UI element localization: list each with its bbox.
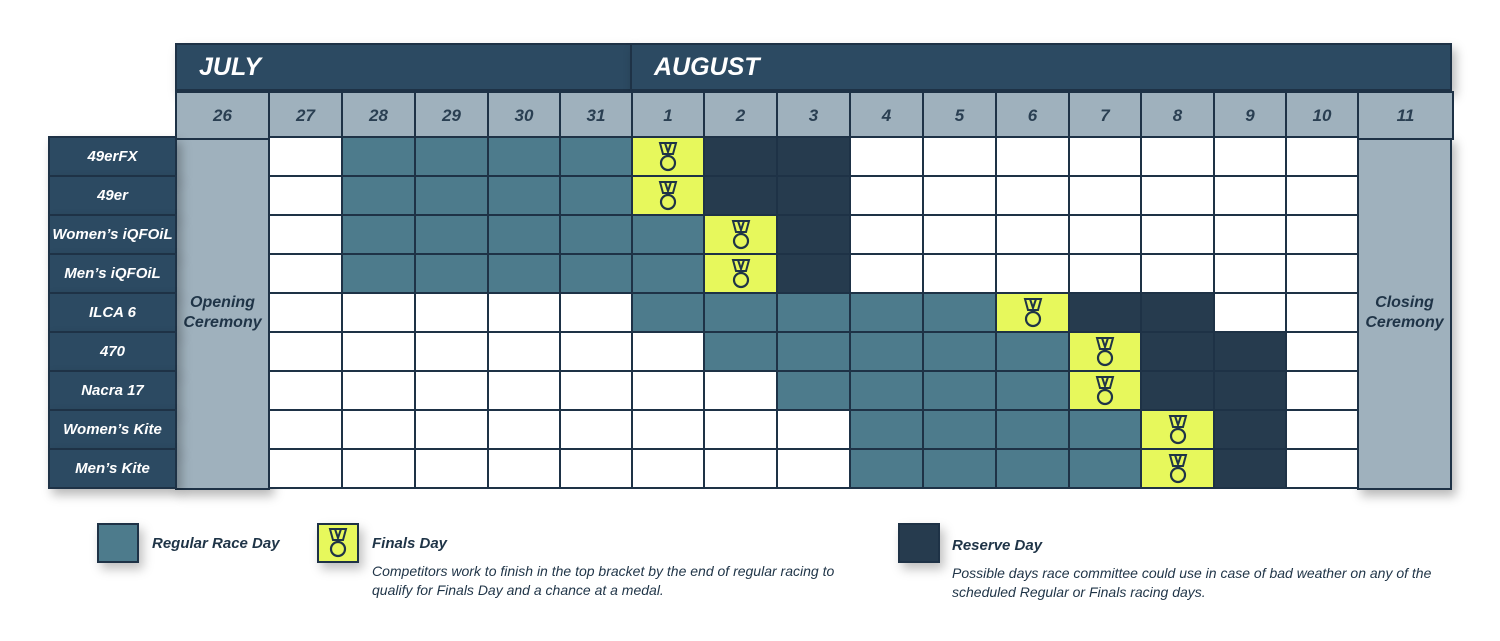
finals-day-cell xyxy=(1140,448,1215,489)
empty-day-cell xyxy=(487,331,561,372)
empty-day-cell xyxy=(1213,136,1287,177)
empty-day-cell xyxy=(268,175,343,216)
regular-race-day-cell xyxy=(1068,448,1142,489)
legend-reserve-title: Reserve Day xyxy=(952,537,1043,554)
legend-reserve-desc: Possible days race committee could use in case of bad weather on any of the scheduled Regular or Finals racing days. xyxy=(952,565,1432,600)
regular-race-day-cell xyxy=(414,136,489,177)
empty-day-cell xyxy=(1213,253,1287,294)
reserve-day-cell xyxy=(1213,448,1287,489)
regular-race-day-cell xyxy=(995,370,1070,411)
day-header-label: 3 xyxy=(808,105,819,125)
event-label xyxy=(48,214,177,255)
empty-day-cell xyxy=(1068,253,1142,294)
empty-day-cell xyxy=(631,409,705,450)
day-header-4 xyxy=(849,91,924,140)
reserve-day-cell xyxy=(776,214,851,255)
regular-race-day-cell xyxy=(487,214,561,255)
empty-day-cell xyxy=(559,331,633,372)
empty-day-cell xyxy=(268,214,343,255)
empty-day-cell xyxy=(1140,253,1215,294)
day-header-31 xyxy=(559,91,633,140)
empty-day-cell xyxy=(995,214,1070,255)
empty-day-cell xyxy=(341,409,416,450)
empty-day-cell xyxy=(559,409,633,450)
day-header-8 xyxy=(1140,91,1215,140)
empty-day-cell xyxy=(995,253,1070,294)
event-label xyxy=(48,292,177,333)
medal-icon xyxy=(1021,297,1045,329)
event-label xyxy=(48,448,177,489)
day-header-label: 6 xyxy=(1027,105,1038,125)
opening-ceremony-label: Opening Ceremony xyxy=(183,294,262,331)
day-header-3 xyxy=(776,91,851,140)
regular-race-day-cell xyxy=(849,331,924,372)
empty-day-cell xyxy=(922,214,997,255)
event-label xyxy=(48,331,177,372)
regular-race-day-cell xyxy=(922,370,997,411)
empty-day-cell xyxy=(1140,175,1215,216)
empty-day-cell xyxy=(631,448,705,489)
regular-race-day-cell xyxy=(1068,409,1142,450)
empty-day-cell xyxy=(703,409,778,450)
reserve-day-cell xyxy=(703,175,778,216)
regular-race-day-cell xyxy=(414,253,489,294)
empty-day-cell xyxy=(341,370,416,411)
day-header-27 xyxy=(268,91,343,140)
empty-day-cell xyxy=(487,409,561,450)
legend-reserve-swatch xyxy=(898,523,940,563)
regular-race-day-cell xyxy=(631,214,705,255)
day-header-28 xyxy=(341,91,416,140)
reserve-day-cell xyxy=(1213,409,1287,450)
legend-regular-swatch xyxy=(97,523,139,563)
day-header-label: 29 xyxy=(442,105,461,125)
empty-day-cell xyxy=(559,448,633,489)
day-header-9 xyxy=(1213,91,1287,140)
empty-day-cell xyxy=(1285,409,1359,450)
regular-race-day-cell xyxy=(849,370,924,411)
regular-race-day-cell xyxy=(995,331,1070,372)
finals-day-cell xyxy=(1140,409,1215,450)
empty-day-cell xyxy=(849,253,924,294)
event-label-text: Men’s iQFOiL xyxy=(64,265,161,282)
day-header-label: 26 xyxy=(213,105,232,125)
day-header-label: 1 xyxy=(663,105,673,125)
event-label-text: 49er xyxy=(97,187,128,204)
month-july-label: JULY xyxy=(199,52,262,81)
regular-race-day-cell xyxy=(995,448,1070,489)
day-header-29 xyxy=(414,91,489,140)
regular-race-day-cell xyxy=(341,136,416,177)
event-label-text: ILCA 6 xyxy=(89,304,136,321)
regular-race-day-cell xyxy=(922,331,997,372)
reserve-day-cell xyxy=(1140,331,1215,372)
empty-day-cell xyxy=(631,370,705,411)
day-header-10 xyxy=(1285,91,1359,140)
reserve-day-cell xyxy=(776,175,851,216)
empty-day-cell xyxy=(268,448,343,489)
day-header-2 xyxy=(703,91,778,140)
regular-race-day-cell xyxy=(776,292,851,333)
empty-day-cell xyxy=(268,331,343,372)
empty-day-cell xyxy=(487,292,561,333)
event-label xyxy=(48,370,177,411)
empty-day-cell xyxy=(1285,370,1359,411)
day-header-label: 31 xyxy=(586,105,606,125)
regular-race-day-cell xyxy=(559,214,633,255)
empty-day-cell xyxy=(776,409,851,450)
empty-day-cell xyxy=(559,292,633,333)
regular-race-day-cell xyxy=(487,253,561,294)
finals-day-cell xyxy=(631,175,705,216)
empty-day-cell xyxy=(414,292,489,333)
regular-race-day-cell xyxy=(559,253,633,294)
reserve-day-cell xyxy=(776,136,851,177)
regular-race-day-cell xyxy=(849,409,924,450)
empty-day-cell xyxy=(1213,292,1287,333)
finals-day-cell xyxy=(631,136,705,177)
empty-day-cell xyxy=(1213,214,1287,255)
month-august-label: AUGUST xyxy=(654,52,760,81)
medal-icon xyxy=(729,258,753,290)
empty-day-cell xyxy=(559,370,633,411)
medal-icon xyxy=(326,527,350,559)
regular-race-day-cell xyxy=(849,292,924,333)
regular-race-day-cell xyxy=(559,136,633,177)
day-header-label: 28 xyxy=(369,105,388,125)
medal-icon xyxy=(1166,414,1190,446)
medal-icon xyxy=(729,219,753,251)
empty-day-cell xyxy=(703,448,778,489)
regular-race-day-cell xyxy=(922,448,997,489)
day-header-label: 2 xyxy=(735,105,746,125)
day-header-26 xyxy=(175,91,270,140)
empty-day-cell xyxy=(922,136,997,177)
regular-race-day-cell xyxy=(995,409,1070,450)
day-header-label: 10 xyxy=(1312,105,1332,125)
closing-ceremony-label: Closing Ceremony xyxy=(1365,294,1444,331)
empty-day-cell xyxy=(1068,214,1142,255)
medal-icon xyxy=(1093,375,1117,407)
empty-day-cell xyxy=(631,331,705,372)
legend-finals-desc: Competitors work to finish in the top bracket by the end of regular racing to qualify for Finals Day and a chance at a medal. xyxy=(372,563,835,598)
legend-regular-title: Regular Race Day xyxy=(152,535,280,552)
event-label-text: Women’s iQFOiL xyxy=(52,226,173,243)
empty-day-cell xyxy=(1285,214,1359,255)
empty-day-cell xyxy=(341,331,416,372)
empty-day-cell xyxy=(268,370,343,411)
regular-race-day-cell xyxy=(341,175,416,216)
empty-day-cell xyxy=(1068,136,1142,177)
finals-day-cell xyxy=(703,214,778,255)
reserve-day-cell xyxy=(1213,331,1287,372)
event-label-text: 49erFX xyxy=(87,148,138,165)
reserve-day-cell xyxy=(1213,370,1287,411)
empty-day-cell xyxy=(995,175,1070,216)
empty-day-cell xyxy=(487,370,561,411)
empty-day-cell xyxy=(1140,136,1215,177)
empty-day-cell xyxy=(268,253,343,294)
closing-ceremony xyxy=(1357,136,1452,490)
regular-race-day-cell xyxy=(487,175,561,216)
empty-day-cell xyxy=(703,370,778,411)
finals-day-cell xyxy=(703,253,778,294)
legend-finals-title: Finals Day xyxy=(372,535,448,552)
day-header-label: 9 xyxy=(1245,105,1255,125)
empty-day-cell xyxy=(849,175,924,216)
medal-icon xyxy=(1093,336,1117,368)
regular-race-day-cell xyxy=(341,214,416,255)
day-header-label: 30 xyxy=(514,105,534,125)
empty-day-cell xyxy=(341,292,416,333)
reserve-day-cell xyxy=(1140,370,1215,411)
empty-day-cell xyxy=(995,136,1070,177)
medal-icon xyxy=(656,141,680,173)
event-label xyxy=(48,253,177,294)
day-header-label: 7 xyxy=(1100,105,1110,125)
day-header-7 xyxy=(1068,91,1142,140)
empty-day-cell xyxy=(849,214,924,255)
empty-day-cell xyxy=(922,253,997,294)
medal-icon xyxy=(1166,453,1190,485)
regular-race-day-cell xyxy=(631,253,705,294)
regular-race-day-cell xyxy=(922,292,997,333)
empty-day-cell xyxy=(1068,175,1142,216)
empty-day-cell xyxy=(414,409,489,450)
event-label xyxy=(48,409,177,450)
month-august xyxy=(630,43,1452,91)
regular-race-day-cell xyxy=(414,214,489,255)
empty-day-cell xyxy=(414,370,489,411)
empty-day-cell xyxy=(776,448,851,489)
event-label-text: Men’s Kite xyxy=(75,460,150,477)
event-label xyxy=(48,175,177,216)
finals-day-cell xyxy=(1068,331,1142,372)
event-label xyxy=(48,136,177,177)
day-header-label: 5 xyxy=(954,105,965,125)
empty-day-cell xyxy=(268,136,343,177)
empty-day-cell xyxy=(268,409,343,450)
reserve-day-cell xyxy=(1068,292,1142,333)
empty-day-cell xyxy=(1285,253,1359,294)
event-label-text: Nacra 17 xyxy=(81,382,144,399)
day-header-label: 4 xyxy=(881,105,892,125)
empty-day-cell xyxy=(849,136,924,177)
regular-race-day-cell xyxy=(631,292,705,333)
day-header-5 xyxy=(922,91,997,140)
finals-day-cell xyxy=(1068,370,1142,411)
empty-day-cell xyxy=(922,175,997,216)
regular-race-day-cell xyxy=(487,136,561,177)
reserve-day-cell xyxy=(703,136,778,177)
empty-day-cell xyxy=(1140,214,1215,255)
empty-day-cell xyxy=(414,448,489,489)
event-label-text: Women’s Kite xyxy=(63,421,162,438)
empty-day-cell xyxy=(268,292,343,333)
regular-race-day-cell xyxy=(776,370,851,411)
regular-race-day-cell xyxy=(922,409,997,450)
reserve-day-cell xyxy=(1140,292,1215,333)
regular-race-day-cell xyxy=(703,292,778,333)
regular-race-day-cell xyxy=(341,253,416,294)
empty-day-cell xyxy=(1285,331,1359,372)
empty-day-cell xyxy=(1285,175,1359,216)
day-header-label: 27 xyxy=(296,105,315,125)
opening-ceremony xyxy=(175,136,270,490)
empty-day-cell xyxy=(341,448,416,489)
empty-day-cell xyxy=(1285,292,1359,333)
empty-day-cell xyxy=(414,331,489,372)
regular-race-day-cell xyxy=(703,331,778,372)
day-header-label: 8 xyxy=(1172,105,1183,125)
day-header-1 xyxy=(631,91,705,140)
reserve-day-cell xyxy=(776,253,851,294)
month-july xyxy=(175,43,632,91)
regular-race-day-cell xyxy=(559,175,633,216)
day-header-label: 11 xyxy=(1396,105,1415,125)
empty-day-cell xyxy=(1285,136,1359,177)
regular-race-day-cell xyxy=(414,175,489,216)
event-label-text: 470 xyxy=(99,343,126,360)
regular-race-day-cell xyxy=(776,331,851,372)
finals-day-cell xyxy=(995,292,1070,333)
empty-day-cell xyxy=(1285,448,1359,489)
regular-race-day-cell xyxy=(849,448,924,489)
day-header-30 xyxy=(487,91,561,140)
day-header-6 xyxy=(995,91,1070,140)
legend-finals-swatch xyxy=(317,523,359,563)
medal-icon xyxy=(656,180,680,212)
empty-day-cell xyxy=(1213,175,1287,216)
day-header-11 xyxy=(1357,91,1454,140)
empty-day-cell xyxy=(487,448,561,489)
